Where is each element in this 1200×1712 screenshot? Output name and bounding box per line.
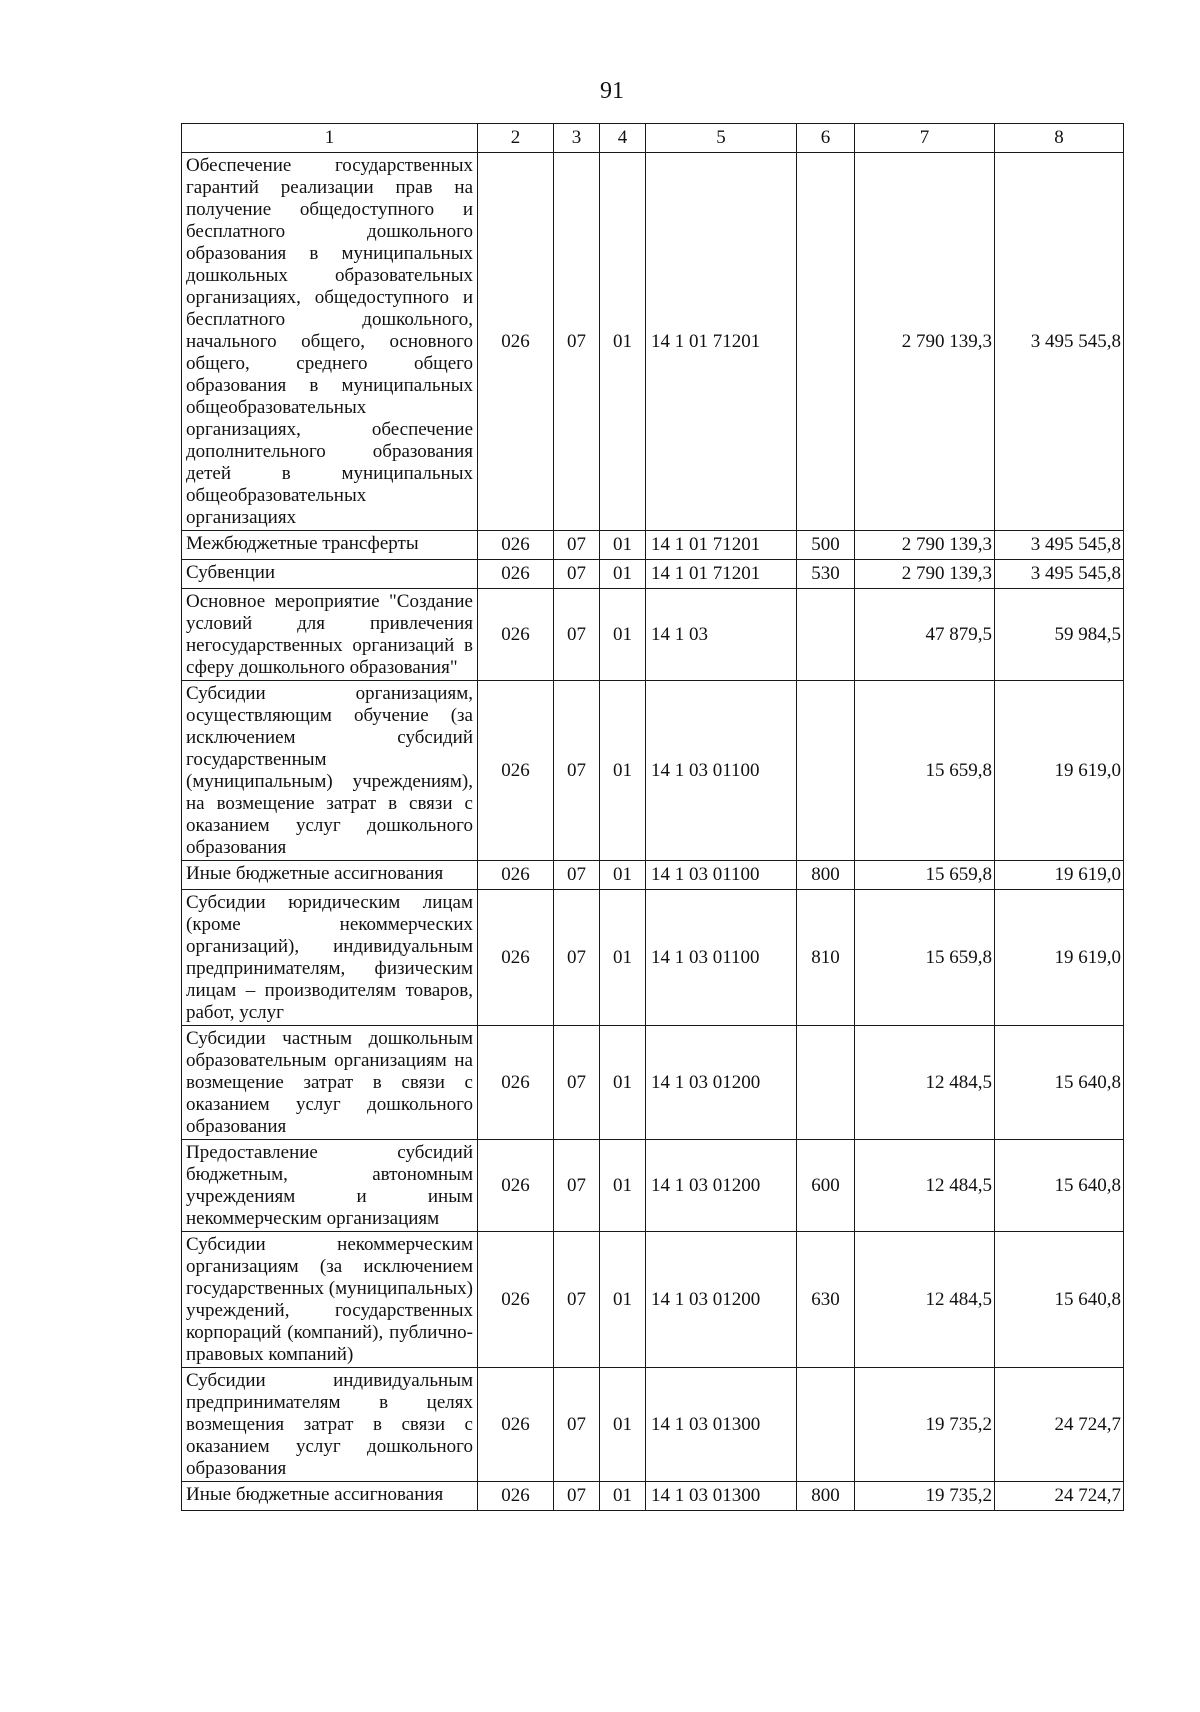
table-row — [182, 589, 1124, 681]
row-name: Субсидии частным дошкольным образовательным организациям на возмещение затрат в связи с оказанием услуг дошкольного образования — [182, 1026, 478, 1140]
row-section: 07 — [554, 1140, 600, 1232]
row-sum1: 15 659,8 — [855, 681, 995, 861]
row-subsection: 01 — [600, 589, 646, 681]
row-name: Иные бюджетные ассигнования — [182, 1482, 478, 1511]
row-subsection: 01 — [600, 531, 646, 560]
table-row — [182, 1482, 1124, 1511]
row-name: Субвенции — [182, 560, 478, 589]
row-name: Предоставление субсидий бюджетным, автономным учреждениям и иным некоммерческим организациям — [182, 1140, 478, 1232]
row-sum2: 15 640,8 — [995, 1232, 1124, 1368]
row-target: 14 1 03 01300 — [646, 1368, 797, 1482]
row-name: Субсидии организациям, осуществляющим обучение (за исключением субсидий государственным (муниципальным) учреждениям), на возмещение затрат в связи с оказанием услуг дошкольного образования — [182, 681, 478, 861]
row-target: 14 1 03 01200 — [646, 1232, 797, 1368]
row-target: 14 1 03 01200 — [646, 1140, 797, 1232]
row-ministry: 026 — [478, 1026, 554, 1140]
row-vr — [797, 589, 855, 681]
row-ministry: 026 — [478, 1368, 554, 1482]
row-name: Обеспечение государственных гарантий реализации прав на получение общедоступного и бесплатного дошкольного образования в муниципальных дошкольных образовательных организациях, общедоступного и бесплатного дошкольного, начального общего, основного общего, среднего общего образования в муниципальных общеобразовательных организациях, обеспечение дополнительного образования детей в муниципальных общеобразовательных организациях — [182, 153, 478, 531]
row-vr: 530 — [797, 560, 855, 589]
page-number: 91 — [600, 78, 624, 104]
row-vr: 800 — [797, 1482, 855, 1511]
table-row — [182, 531, 1124, 560]
row-vr: 800 — [797, 861, 855, 890]
row-name: Субсидии некоммерческим организациям (за исключением государственных (муниципальных) учреждений, государственных корпораций (компаний), публично-правовых компаний) — [182, 1232, 478, 1368]
header-col-5: 5 — [646, 124, 797, 153]
row-vr: 810 — [797, 890, 855, 1026]
row-sum2: 24 724,7 — [995, 1482, 1124, 1511]
row-sum1: 15 659,8 — [855, 861, 995, 890]
row-sum1: 2 790 139,3 — [855, 531, 995, 560]
row-ministry: 026 — [478, 861, 554, 890]
row-vr — [797, 153, 855, 531]
row-sum1: 12 484,5 — [855, 1026, 995, 1140]
row-target: 14 1 01 71201 — [646, 153, 797, 531]
row-section: 07 — [554, 560, 600, 589]
row-section: 07 — [554, 1026, 600, 1140]
row-section: 07 — [554, 1368, 600, 1482]
row-target: 14 1 03 01200 — [646, 1026, 797, 1140]
row-name: Иные бюджетные ассигнования — [182, 861, 478, 890]
table-row — [182, 681, 1124, 861]
row-sum2: 19 619,0 — [995, 890, 1124, 1026]
row-sum2: 19 619,0 — [995, 861, 1124, 890]
row-ministry: 026 — [478, 681, 554, 861]
row-vr — [797, 681, 855, 861]
table-row — [182, 560, 1124, 589]
table-row — [182, 1368, 1124, 1482]
row-sum2: 15 640,8 — [995, 1140, 1124, 1232]
row-sum2: 15 640,8 — [995, 1026, 1124, 1140]
table-row — [182, 1140, 1124, 1232]
row-subsection: 01 — [600, 681, 646, 861]
row-section: 07 — [554, 531, 600, 560]
row-target: 14 1 03 01300 — [646, 1482, 797, 1511]
budget-table — [181, 123, 1124, 1511]
row-subsection: 01 — [600, 1026, 646, 1140]
row-ministry: 026 — [478, 890, 554, 1026]
row-target: 14 1 03 — [646, 589, 797, 681]
header-col-1: 1 — [182, 124, 478, 153]
row-subsection: 01 — [600, 890, 646, 1026]
row-sum1: 15 659,8 — [855, 890, 995, 1026]
row-sum2: 24 724,7 — [995, 1368, 1124, 1482]
row-ministry: 026 — [478, 1482, 554, 1511]
row-vr: 600 — [797, 1140, 855, 1232]
row-section: 07 — [554, 890, 600, 1026]
row-subsection: 01 — [600, 1232, 646, 1368]
row-sum1: 19 735,2 — [855, 1482, 995, 1511]
row-vr — [797, 1026, 855, 1140]
row-ministry: 026 — [478, 589, 554, 681]
header-col-6: 6 — [797, 124, 855, 153]
table-row — [182, 153, 1124, 531]
header-col-4: 4 — [600, 124, 646, 153]
row-subsection: 01 — [600, 861, 646, 890]
row-sum2: 3 495 545,8 — [995, 560, 1124, 589]
row-sum2: 19 619,0 — [995, 681, 1124, 861]
row-subsection: 01 — [600, 1140, 646, 1232]
row-vr — [797, 1368, 855, 1482]
row-sum2: 3 495 545,8 — [995, 531, 1124, 560]
row-sum1: 2 790 139,3 — [855, 560, 995, 589]
row-target: 14 1 01 71201 — [646, 531, 797, 560]
row-vr: 630 — [797, 1232, 855, 1368]
row-sum1: 12 484,5 — [855, 1232, 995, 1368]
header-col-2: 2 — [478, 124, 554, 153]
row-ministry: 026 — [478, 531, 554, 560]
table-row — [182, 890, 1124, 1026]
table-row — [182, 861, 1124, 890]
row-name: Основное мероприятие "Создание условий для привлечения негосударственных организаций в сферу дошкольного образования" — [182, 589, 478, 681]
row-sum2: 59 984,5 — [995, 589, 1124, 681]
header-col-7: 7 — [855, 124, 995, 153]
row-sum1: 47 879,5 — [855, 589, 995, 681]
header-col-3: 3 — [554, 124, 600, 153]
row-ministry: 026 — [478, 1232, 554, 1368]
table-row — [182, 1232, 1124, 1368]
row-subsection: 01 — [600, 1368, 646, 1482]
row-subsection: 01 — [600, 560, 646, 589]
row-name: Субсидии индивидуальным предпринимателям в целях возмещения затрат в связи с оказанием услуг дошкольного образования — [182, 1368, 478, 1482]
row-section: 07 — [554, 1232, 600, 1368]
row-sum1: 19 735,2 — [855, 1368, 995, 1482]
row-section: 07 — [554, 153, 600, 531]
row-name: Межбюджетные трансферты — [182, 531, 478, 560]
row-ministry: 026 — [478, 153, 554, 531]
row-target: 14 1 03 01100 — [646, 861, 797, 890]
row-name: Субсидии юридическим лицам (кроме некоммерческих организаций), индивидуальным предпринимателям, физическим лицам – производителям товаров, работ, услуг — [182, 890, 478, 1026]
row-section: 07 — [554, 681, 600, 861]
row-section: 07 — [554, 589, 600, 681]
row-subsection: 01 — [600, 153, 646, 531]
row-sum1: 2 790 139,3 — [855, 153, 995, 531]
row-target: 14 1 03 01100 — [646, 681, 797, 861]
row-section: 07 — [554, 861, 600, 890]
row-target: 14 1 03 01100 — [646, 890, 797, 1026]
table-row — [182, 1026, 1124, 1140]
row-sum2: 3 495 545,8 — [995, 153, 1124, 531]
row-section: 07 — [554, 1482, 600, 1511]
row-vr: 500 — [797, 531, 855, 560]
row-ministry: 026 — [478, 1140, 554, 1232]
row-ministry: 026 — [478, 560, 554, 589]
header-col-8: 8 — [995, 124, 1124, 153]
row-subsection: 01 — [600, 1482, 646, 1511]
header-row — [182, 124, 1124, 153]
row-target: 14 1 01 71201 — [646, 560, 797, 589]
row-sum1: 12 484,5 — [855, 1140, 995, 1232]
